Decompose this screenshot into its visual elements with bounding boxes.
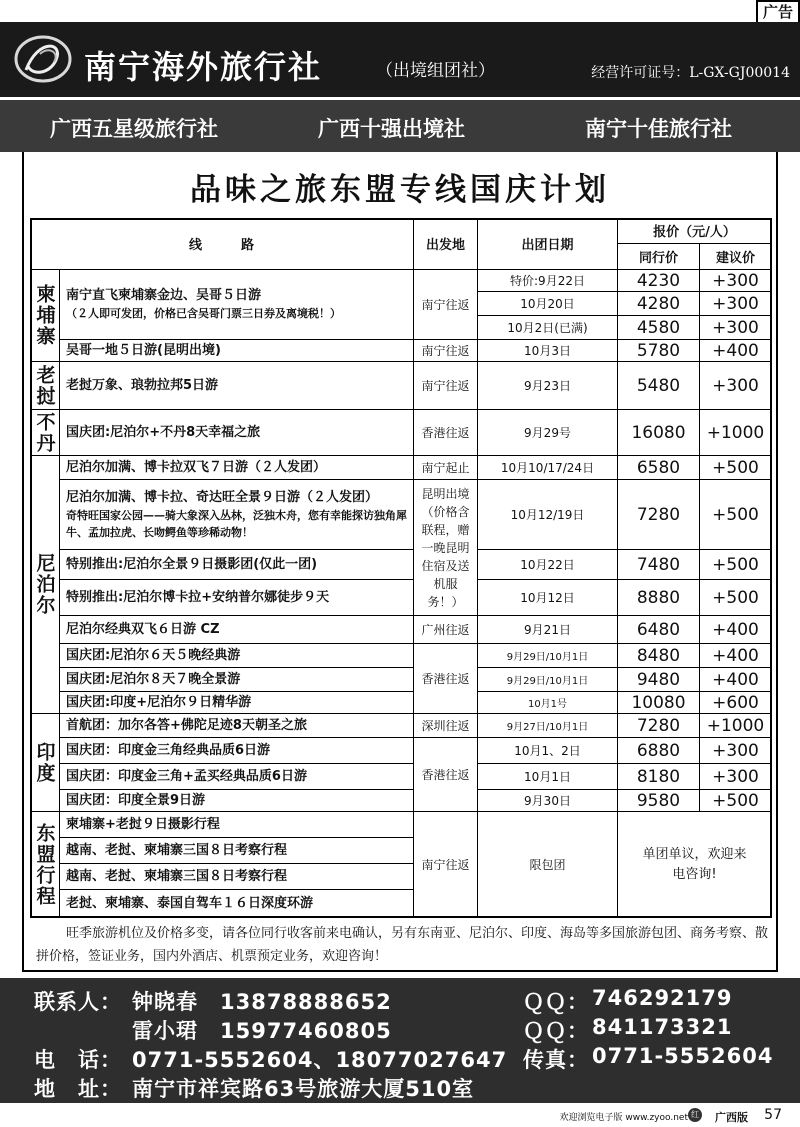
header-peer-price: 同行价 [618,244,700,270]
qq-label: ＱＱ： [523,990,589,1014]
award-top-ten-outbound: 广西十强出境社 [318,117,465,141]
suggest-price: +1000 [700,410,772,456]
peer-price: 6480 [618,616,700,644]
route-row: 越南、老挝、柬埔寨三国８日考察行程 [60,838,414,864]
suggest-price: +400 [700,616,772,644]
date-cell: 10月20日 [478,292,618,316]
departure-cell: 南宁往返 [414,812,478,918]
route-row: 国庆团：印度金三角+孟买经典品质6日游 [60,764,414,790]
date-cell: 10月10/17/24日 [478,456,618,480]
suggest-price: +500 [700,580,772,616]
peer-price: 8180 [618,764,700,790]
peer-price: 10080 [618,692,700,714]
qq-number-1: 746292179 [592,986,733,1010]
fax-number: 0771-5552604 [592,1044,774,1068]
region-asean: 东盟行程 [30,812,60,918]
header-suggest-price: 建议价 [700,244,772,270]
date-cell: 9月23日 [478,362,618,410]
date-cell: 10月12/19日 [478,480,618,550]
contact-banner [0,978,800,1103]
route-title: 尼泊尔加满、博卡拉、奇达旺全景９日游（２人发团） [66,489,379,505]
date-cell: 10月3日 [478,340,618,362]
route-row: 特别推出:尼泊尔博卡拉+安纳普尔娜徒步９天 [60,580,414,616]
swirl-logo-icon [10,30,76,88]
address-label: 地 址： [34,1077,122,1101]
route-note: 奇特旺国家公园——骑大象深入丛林，泛独木舟，您有幸能探访独角犀牛、孟加拉虎、长吻鳄鱼等珍稀动物！ [66,508,407,539]
header-departure: 出发地 [414,218,478,270]
suggest-price: +500 [700,480,772,550]
peer-price: 6880 [618,738,700,764]
route-row: 尼泊尔经典双飞６日游 CZ [60,616,414,644]
peer-price: 5780 [618,340,700,362]
date-cell: 9月30日 [478,790,618,812]
date-cell: 9月21日 [478,616,618,644]
suggest-price: +300 [700,764,772,790]
route-title: 南宁直飞柬埔寨金边、吴哥５日游 [66,287,262,303]
date-cell: 10月2日(已满) [478,316,618,340]
region-india: 印度 [30,714,60,812]
peer-price: 4230 [618,270,700,292]
departure-cell: 南宁往返 [414,340,478,362]
departure-cell: 南宁起止 [414,456,478,480]
route-row: 国庆团:尼泊尔８天７晚全景游 [60,668,414,692]
award-top-ten-nanning: 南宁十佳旅行社 [585,117,732,141]
date-cell: 10月1日 [478,764,618,790]
route-row: 国庆团:印度+尼泊尔９日精华游 [60,692,414,714]
suggest-price: +300 [700,292,772,316]
suggest-price: +500 [700,456,772,480]
page-number: 57 [764,1107,782,1123]
route-row: 尼泊尔加满、博卡拉双飞７日游（２人发团） [60,456,414,480]
plan-title: 品味之旅东盟专线国庆计划 [190,172,610,208]
route-row: 国庆团:尼泊尔６天５晚经典游 [60,644,414,668]
date-cell: 10月1号 [478,692,618,714]
suggest-price: +600 [700,692,772,714]
suggest-price: +500 [700,550,772,580]
peer-price: 16080 [618,410,700,456]
route-row: 柬埔寨+老挝９日摄影行程 [60,812,414,838]
departure-cell: 南宁往返 [414,270,478,340]
date-cell: 10月12日 [478,580,618,616]
page-footer [0,1104,800,1127]
date-cell: 10月1、2日 [478,738,618,764]
route-row: 首航团：加尔各答+佛陀足迹8天朝圣之旅 [60,714,414,738]
date-cell: 特价:9月22日 [478,270,618,292]
contact-label: 联系人： [34,990,122,1014]
date-cell: 9月29日/10月1日 [478,644,618,668]
suggest-price: +300 [700,316,772,340]
peer-price: 8480 [618,644,700,668]
date-cell: 9月29日/10月1日 [478,668,618,692]
date-cell: 9月29号 [478,410,618,456]
site-link[interactable]: 欢迎浏览电子版 www.zyoo.net [559,1113,688,1123]
date-cell: 9月27日/10月1日 [478,714,618,738]
departure-cell: 广州往返 [414,616,478,644]
route-row: 老挝、柬埔寨、泰国自驾车１６日深度环游 [60,890,414,918]
agency-subtitle: （出境组团社） [376,61,495,81]
suggest-price: +400 [700,340,772,362]
peer-price: 6580 [618,456,700,480]
departure-cell: 昆明出境（价格含联程，赠一晚昆明住宿及送机服务！） [414,480,478,616]
suggest-price: +1000 [700,714,772,738]
peer-price: 7280 [618,714,700,738]
departure-cell: 香港往返 [414,644,478,714]
qq-number-2: 841173321 [592,1015,733,1039]
route-note: （２人即可发团，价格已含吴哥门票三日券及离境税！） [66,306,341,320]
route-row [60,480,414,550]
peer-price: 7480 [618,550,700,580]
ad-tag: 广告 [756,0,800,24]
route-row: 特别推出:尼泊尔全景９日摄影团(仅此一团) [60,550,414,580]
agency-name: 南宁海外旅行社 [84,48,323,86]
date-cell: 10月22日 [478,550,618,580]
date-cell: 限包团 [478,812,618,918]
route-row: 国庆团：印度全景9日游 [60,790,414,812]
phone-label: 电 话： [34,1048,122,1072]
departure-cell: 香港往返 [414,410,478,456]
asean-price-note: 单团单议，欢迎来电咨询! [618,812,772,918]
fax-label: 传真： [523,1048,589,1072]
peer-price: 9580 [618,790,700,812]
suggest-price: +400 [700,668,772,692]
peer-price: 8880 [618,580,700,616]
suggest-price: +400 [700,644,772,668]
route-row: 国庆团：印度金三角经典品质6日游 [60,738,414,764]
route-row: 吴哥一地５日游(昆明出境) [60,340,414,362]
peer-price: 5480 [618,362,700,410]
peer-price: 4280 [618,292,700,316]
award-five-star: 广西五星级旅行社 [50,117,218,141]
route-row: 国庆团:尼泊尔+不丹8天幸福之旅 [60,410,414,456]
route-row: 越南、老挝、柬埔寨三国８日考察行程 [60,864,414,890]
qq-label: ＱＱ： [523,1019,589,1043]
suggest-price: +500 [700,790,772,812]
departure-cell: 南宁往返 [414,362,478,410]
peer-price: 9480 [618,668,700,692]
departure-cell: 香港往返 [414,738,478,812]
route-row: 老挝万象、琅勃拉邦5日游 [60,362,414,410]
region-nepal: 尼泊尔 [30,456,60,714]
region-bhutan: 不丹 [30,410,60,456]
edition-badge-icon: 红 [688,1108,702,1122]
contact-person-1: 钟晓春 13878888652 [132,990,392,1014]
region-cambodia: 柬埔寨 [30,270,60,362]
header-banner [0,22,800,97]
suggest-price: +300 [700,270,772,292]
route-row [60,270,414,340]
phone-number: 0771-5552604、18077027647 [132,1048,508,1072]
header-route: 线 路 [30,218,414,270]
license-number: 经营许可证号：L-GX-GJ00014 [591,65,790,81]
departure-cell: 深圳往返 [414,714,478,738]
address: 南宁市祥宾路63号旅游大厦510室 [132,1077,475,1101]
footnote: 旺季旅游机位及价格多变，请各位同行收客前来电确认，另有东南亚、尼泊尔、印度、海岛等多国旅游包团、商务考察、散拼价格，签证业务，国内外酒店、机票预定业务，欢迎咨询！ [36,926,769,964]
price-table [30,218,772,918]
region-laos: 老挝 [30,362,60,410]
awards-bar [0,100,800,152]
header-dates: 出团日期 [478,218,618,270]
peer-price: 7280 [618,480,700,550]
suggest-price: +300 [700,362,772,410]
edition-label: 广西版 [715,1111,748,1124]
contact-person-2: 雷小珺 15977460805 [132,1019,392,1043]
peer-price: 4580 [618,316,700,340]
header-price: 报价（元/人） [618,218,772,244]
suggest-price: +300 [700,738,772,764]
